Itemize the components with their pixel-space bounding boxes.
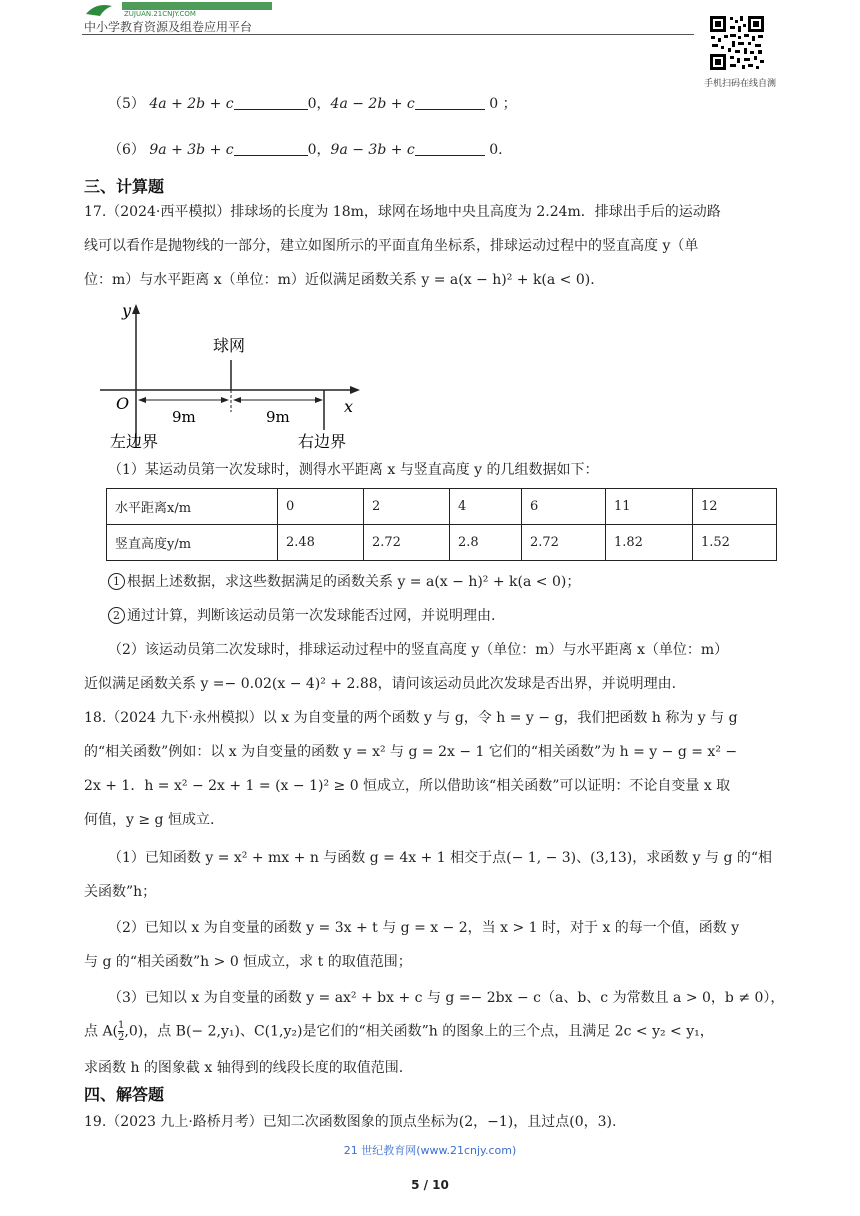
table-cell: 6: [522, 489, 606, 525]
q18-part-3-line-2: [84, 1020, 714, 1043]
q5-label: （5）: [108, 96, 145, 112]
q17-subquestion-2: [108, 606, 495, 626]
segment-label-2: 9m: [266, 408, 290, 426]
footer-website-link[interactable]: 21 世纪教育网(www.21cnjy.com): [343, 1144, 517, 1157]
q18-part-3-line-3: 求函数 h 的图象截 x 轴得到的线段长度的取值范围.: [84, 1060, 404, 1076]
q18-part-1-line-1: （1）已知函数 y = x² + mx + n 与函数 g = 4x + 1 相交于点(− 1, − 3)、(3,13)，求函数 y 与 g 的“相: [108, 850, 773, 866]
q5-comparison-1: 0，: [307, 96, 331, 112]
right-boundary-label: 右边界: [298, 432, 347, 451]
answer-blank[interactable]: [415, 95, 485, 110]
logo-text: ZUJUAN.21CNJY.COM: [124, 10, 196, 18]
table-cell: 2: [364, 489, 450, 525]
table-cell: 2.48: [278, 525, 364, 561]
site-logo: [82, 0, 282, 18]
table-cell: 4: [450, 489, 522, 525]
answer-blank[interactable]: [234, 141, 308, 156]
table-cell: 11: [606, 489, 693, 525]
circled-number: 2: [108, 607, 125, 624]
row-header: 竖直高度y/m: [107, 525, 278, 561]
answer-blank[interactable]: [234, 95, 308, 110]
dimension-arrow-icon: [138, 397, 146, 403]
q5-expression-1: 4a + 2b + c: [149, 96, 234, 112]
segment-label-1: 9m: [172, 408, 196, 426]
q17-subquestion-1: [108, 572, 580, 592]
table-row: [107, 489, 777, 525]
site-subtitle: 中小学教育资源及组卷应用平台: [84, 20, 253, 34]
row-header: 水平距离x/m: [107, 489, 278, 525]
table-cell: 2.8: [450, 525, 522, 561]
table-cell: 2.72: [522, 525, 606, 561]
q18-text-line-3: 2x + 1．h = x² − 2x + 1 = (x − 1)² ≥ 0 恒成立，所以借助该“相关函数”可以证明：不论自变量 x 取: [84, 778, 731, 794]
q18-text-line-1: 18.（2024 九下·永州模拟）以 x 为自变量的两个函数 y 与 g，令 h = y − g，我们把函数 h 称为 y 与 g: [84, 710, 738, 726]
table-cell: 0: [278, 489, 364, 525]
table-cell: 1.82: [606, 525, 693, 561]
q5-expression-2: 4a − 2b + c: [330, 96, 415, 112]
qr-caption: 手机扫码在线自测: [703, 79, 776, 89]
q5-comparison-2: 0 ；: [489, 96, 517, 112]
q17-part-2-line-1: （2）该运动员第二次发球时，排球运动过程中的竖直高度 y（单位：m）与水平距离 x（单位：m）: [108, 642, 729, 658]
q17-text-line-3: 位：m）与水平距离 x（单位：m）近似满足函数关系 y = a(x − h)² + k(a < 0).: [84, 272, 595, 288]
text-fragment: ,0)，点 B(− 2,y₁)、C(1,y₂)是它们的“相关函数”h 的图象上的三个点，且满足 2c < y₂ < y₁，: [124, 1023, 714, 1040]
y-axis-label: y: [122, 301, 132, 320]
header-rule: [82, 34, 694, 35]
y-axis-arrow-icon: [132, 304, 140, 314]
qr-code-icon[interactable]: [708, 14, 766, 72]
question-5-line: [108, 94, 517, 114]
dimension-arrow-icon: [233, 397, 241, 403]
q6-comparison-2: 0.: [489, 142, 503, 158]
left-boundary-label: 左边界: [110, 432, 159, 451]
q19-text-line-1: 19.（2023 九上·路桥月考）已知二次函数图象的顶点坐标为(2，−1)，且过点(0，3).: [84, 1114, 617, 1130]
q6-expression-2: 9a − 3b + c: [330, 142, 415, 158]
section-heading-answers: 四、解答题: [84, 1085, 165, 1104]
q17-part-1-text: （1）某运动员第一次发球时，测得水平距离 x 与竖直高度 y 的几组数据如下：: [108, 462, 599, 478]
q18-part-1-line-2: 关函数”h；: [84, 884, 157, 900]
x-axis-arrow-icon: [350, 386, 360, 394]
answer-blank[interactable]: [415, 141, 485, 156]
q18-text-line-2: 的“相关函数”例如：以 x 为自变量的函数 y = x² 与 g = 2x − 1 它们的“相关函数”为 h = y − g = x² −: [84, 744, 738, 760]
data-table: [106, 488, 777, 561]
q6-comparison-1: 0，: [307, 142, 331, 158]
q18-part-2-line-2: 与 g 的“相关函数”h > 0 恒成立，求 t 的取值范围；: [84, 954, 412, 970]
page-number: 5 / 10: [411, 1178, 449, 1192]
subquestion-text: 通过计算，判断该运动员第一次发球能否过网，并说明理由.: [127, 608, 496, 624]
section-heading-calculation: 三、计算题: [84, 177, 165, 196]
question-6-line: [108, 140, 503, 160]
dimension-arrow-icon: [221, 397, 229, 403]
circled-number: 1: [108, 573, 125, 590]
q17-text-line-1: 17.（2024·西平模拟）排球场的长度为 18m，球网在场地中央且高度为 2.24m．排球出手后的运动路: [84, 204, 721, 220]
table-row: [107, 525, 777, 561]
fraction-denominator: 2: [118, 1032, 125, 1043]
table-cell: 12: [693, 489, 777, 525]
q6-label: （6）: [108, 142, 145, 158]
subquestion-text: 根据上述数据，求这些数据满足的函数关系 y = a(x − h)² + k(a < 0)；: [127, 574, 581, 590]
volleyball-court-diagram: [96, 300, 366, 455]
q18-part-2-line-1: （2）已知以 x 为自变量的函数 y = 3x + t 与 g = x − 2，当 x > 1 时，对于 x 的每一个值，函数 y: [108, 920, 740, 936]
net-label: 球网: [213, 336, 246, 355]
fraction-numerator: 1: [118, 1020, 125, 1031]
table-cell: 2.72: [364, 525, 450, 561]
q17-part-2-line-2: 近似满足函数关系 y =− 0.02(x − 4)² + 2.88，请问该运动员此次发球是否出界，并说明理由.: [84, 676, 677, 692]
q18-text-line-4: 何值，y ≥ g 恒成立.: [84, 812, 215, 828]
x-axis-label: x: [344, 397, 354, 416]
q18-part-3-line-1: （3）已知以 x 为自变量的函数 y = ax² + bx + c 与 g =− 2bx − c（a、b、c 为常数且 a > 0，b ≠ 0），: [108, 990, 785, 1006]
dimension-arrow-icon: [315, 397, 323, 403]
q17-text-line-2: 线可以看作是抛物线的一部分，建立如图所示的平面直角坐标系，排球运动过程中的竖直高度 y（单: [84, 238, 699, 254]
text-fragment: 点 A(: [84, 1023, 119, 1040]
q6-expression-1: 9a + 3b + c: [149, 142, 234, 158]
table-cell: 1.52: [693, 525, 777, 561]
origin-label: O: [116, 394, 130, 413]
